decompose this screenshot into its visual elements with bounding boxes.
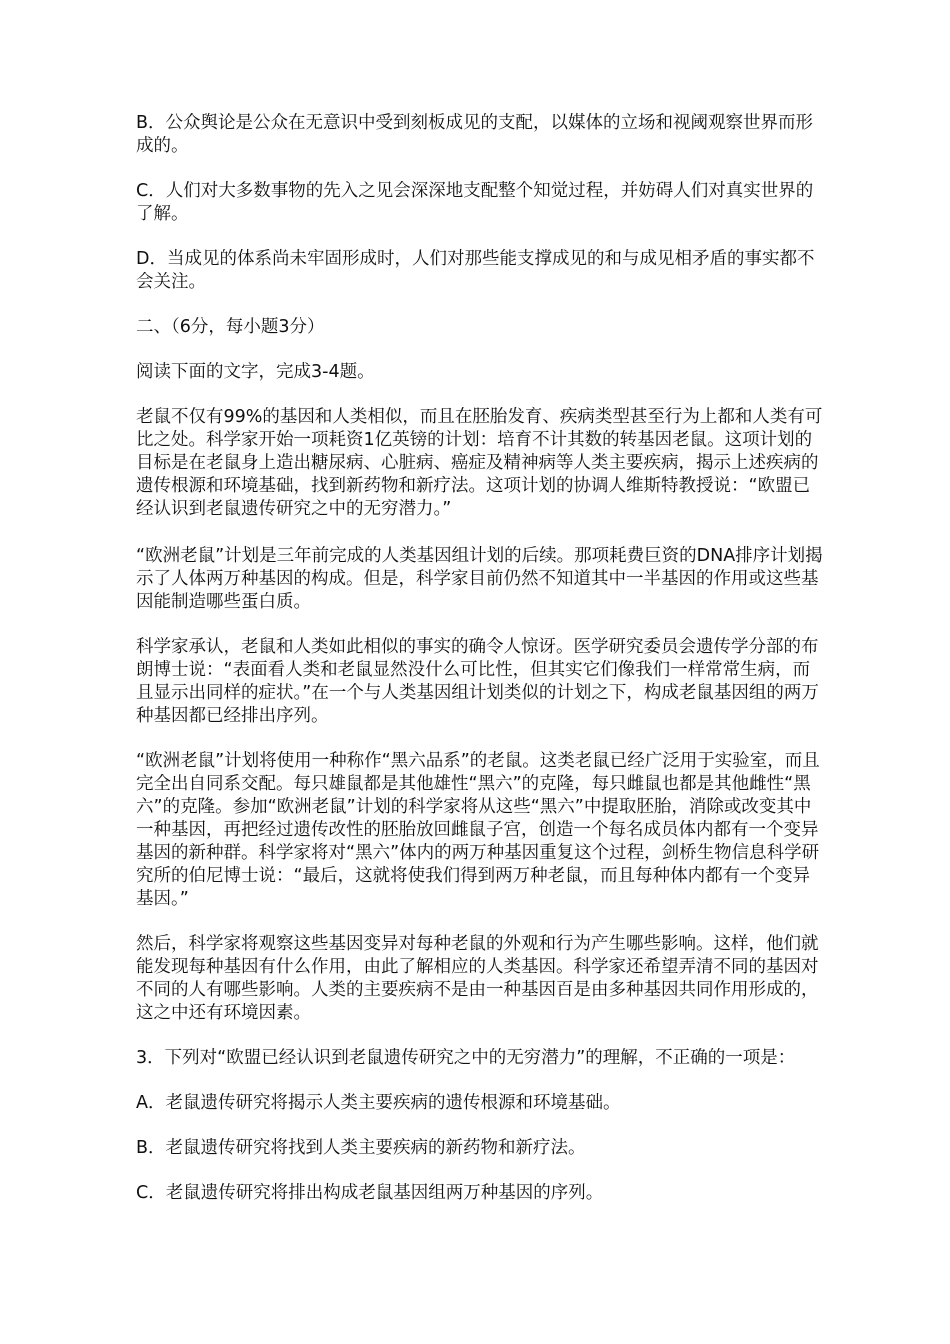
question-3-option-a: A．老鼠遗传研究将揭示人类主要疾病的遗传根源和环境基础。 <box>136 1093 621 1113</box>
reading-instruction: 阅读下面的文字，完成3-4题。 <box>136 362 375 382</box>
option-b-paragraph: B．公众舆论是公众在无意识中受到刻板成见的支配，以媒体的立场和视阈观察世界而形成的。 <box>136 113 814 156</box>
question-3-option-c: C．老鼠遗传研究将排出构成老鼠基因组两万种基因的序列。 <box>136 1183 604 1203</box>
passage-paragraph-3: 科学家承认，老鼠和人类如此相似的事实的确令人惊讶。医学研究委员会遗传学分部的布朗博士说：“表面看人类和老鼠显然没什么可比性，但其实它们像我们一样常常生病，而且显示出同样的症状。”在一个与人类基因组计划类似的计划之下，构成老鼠基因组的两万种基因都已经排出序列。 <box>136 637 819 726</box>
section-heading: 二、（6分，每小题3分） <box>136 317 325 337</box>
passage-paragraph-2: “欧洲老鼠”计划是三年前完成的人类基因组计划的后续。那项耗费巨资的DNA排序计划揭示了人体两万种基因的构成。但是，科学家目前仍然不知道其中一半基因的作用或这些基因能制造哪些蛋白质。 <box>136 546 823 612</box>
option-d-paragraph: D．当成见的体系尚未牢固形成时，人们对那些能支撑成见的和与成见相矛盾的事实都不会关注。 <box>136 249 815 292</box>
passage-paragraph-4: “欧洲老鼠”计划将使用一种称作“黑六品系”的老鼠。这类老鼠已经广泛用于实验室，而且完全出自同系交配。每只雄鼠都是其他雄性“黑六”的克隆，每只雌鼠也都是其他雌性“黑六”的克隆。参加“欧洲老鼠”计划的科学家将从这些“黑六”中提取胚胎，消除或改变其中一种基因，再把经过遗传改性的胚胎放回雌鼠子宫，创造一个每名成员体内都有一个变异基因的新种群。科学家将对“黑六”体内的两万种基因重复这个过程，剑桥生物信息科学研究所的伯尼博士说：“最后，这就将使我们得到两万种老鼠，而且每种体内都有一个变异基因。” <box>136 751 820 909</box>
option-c-paragraph: C．人们对大多数事物的先入之见会深深地支配整个知觉过程，并妨碍人们对真实世界的了解。 <box>136 181 814 224</box>
passage-paragraph-1: 老鼠不仅有99%的基因和人类相似，而且在胚胎发育、疾病类型甚至行为上都和人类有可比之处。科学家开始一项耗资1亿英镑的计划：培育不计其数的转基因老鼠。这项计划的目标是在老鼠身上造出糖尿病、心脏病、癌症及精神病等人类主要疾病，揭示上述疾病的遗传根源和环境基础，找到新药物和新疗法。这项计划的协调人维斯特教授说：“欧盟已经认识到老鼠遗传研究之中的无穷潜力。” <box>136 407 823 519</box>
passage-paragraph-5: 然后，科学家将观察这些基因变异对每种老鼠的外观和行为产生哪些影响。这样，他们就能发现每种基因有什么作用，由此了解相应的人类基因。科学家还希望弄清不同的基因对不同的人有哪些影响。人类的主要疾病不是由一种基因百是由多种基因共同作用形成的，这之中还有环境因素。 <box>136 934 819 1023</box>
document-page <box>136 112 826 1227</box>
question-3-option-b: B．老鼠遗传研究将找到人类主要疾病的新药物和新疗法。 <box>136 1138 586 1158</box>
question-3-stem: 3．下列对“欧盟已经认识到老鼠遗传研究之中的无穷潜力”的理解，不正确的一项是： <box>136 1048 796 1068</box>
